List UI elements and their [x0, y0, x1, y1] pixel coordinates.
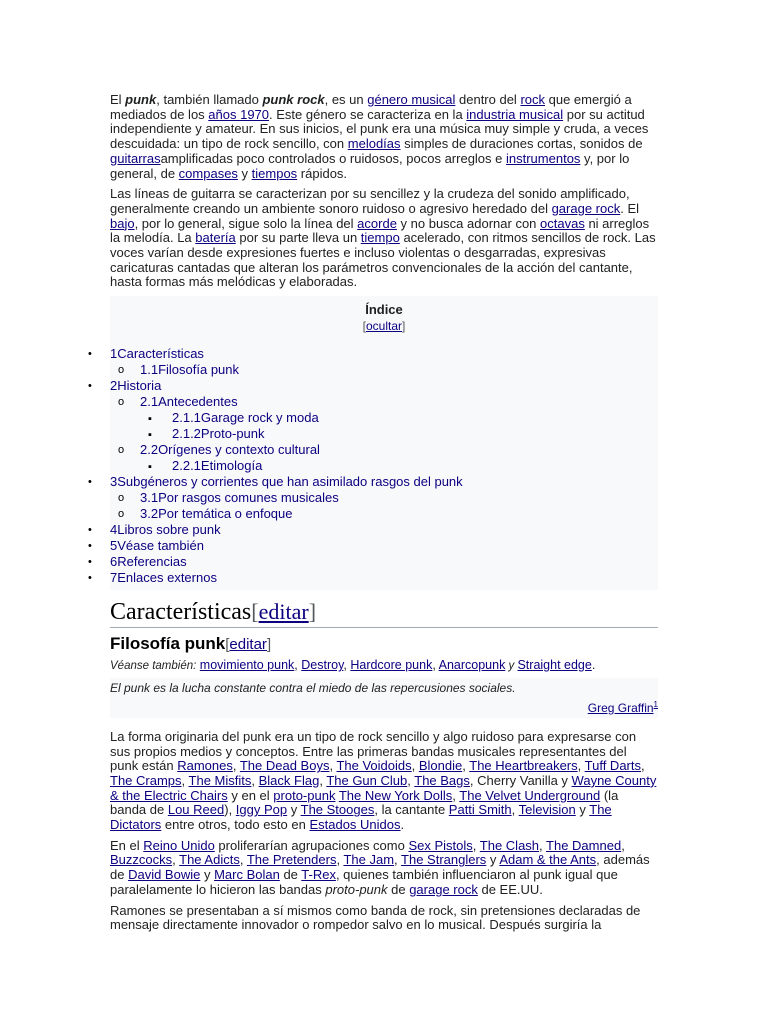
term-punk: punk [125, 92, 157, 107]
link-instrumentos[interactable]: instrumentos [506, 150, 581, 166]
toc-item-label[interactable]: 2.2Orígenes y contexto cultural [140, 442, 320, 458]
link-bateria[interactable]: batería [195, 230, 236, 246]
edit-link-caracteristicas[interactable]: editar [258, 599, 309, 625]
edit-section: [editar] [251, 599, 317, 625]
link-garage-rock-2[interactable]: garage rock [409, 881, 478, 897]
heading-filosofia-punk: Filosofía punk[editar] [110, 634, 272, 654]
link-industria-musical[interactable]: industria musical [466, 106, 564, 122]
paragraph-bandas-eeuu: La forma originaria del punk era un tipo de rock sencillo y algo ruidoso para expresarse con sus propios medios y conceptos. Entre las primeras bandas musicales representantes del punk están Ramones, The Dead Boys, The Voidoids, Blondie, The Heartbreakers, Tuff Darts, The Cramps, The Misfits, Black Flag, The Gun Club, The Bags, Cherry Vanilla y Wayne County & the Electric Chairs y en el proto-punk The New York Dolls, The Velvet Underground (la banda de Lou Reed), Iggy Pop y The Stooges, la cantante Patti Smith, Television y The Dictators entre otros, todo esto en Estados Unidos. [110, 728, 657, 833]
link-the-stranglers[interactable]: The Stranglers [401, 852, 487, 868]
toc-item[interactable] [88, 522, 658, 538]
toc-bullet: • [88, 556, 92, 569]
toc-item[interactable] [88, 378, 658, 394]
toc-bullet: • [88, 524, 92, 537]
link-adam-and-the-ants[interactable]: Adam & the Ants [499, 852, 597, 868]
link-lou-reed[interactable]: Lou Reed [167, 802, 225, 818]
link-melodias[interactable]: melodías [347, 136, 401, 152]
link-the-adicts[interactable]: The Adicts [179, 852, 240, 868]
link-reino-unido[interactable]: Reino Unido [143, 837, 215, 853]
toc-bullet: • [88, 540, 92, 553]
toc-item[interactable] [88, 570, 658, 586]
quote-box [110, 678, 658, 718]
toc-item-label[interactable]: 3Subgéneros y corrientes que han asimilado rasgos del punk [110, 474, 463, 490]
link-television[interactable]: Television [518, 802, 576, 818]
see-also-movimiento-punk[interactable]: movimiento punk [199, 658, 295, 673]
toc-title: Índice [365, 302, 403, 318]
toc-bullet: • [88, 380, 92, 393]
link-compases[interactable]: compases [178, 165, 238, 181]
heading-caracteristicas: Características[editar] [110, 598, 658, 628]
link-guitarras[interactable]: guitarras [110, 150, 161, 166]
toc-item-label[interactable]: 4Libros sobre punk [110, 522, 221, 538]
toc-item[interactable] [110, 426, 658, 442]
toc-item[interactable] [88, 554, 658, 570]
toc-item-label[interactable]: 6Referencias [110, 554, 187, 570]
toc-item[interactable] [110, 506, 658, 522]
link-the-misfits[interactable]: The Misfits [188, 772, 252, 788]
edit-section: [editar] [225, 636, 272, 654]
paragraph-ramones: Ramones se presentaban a sí mismos como banda de rock, sin pretensiones declaradas de mensaje directamente innovador o rompedor salvo en lo musical. Después surgiría la [110, 902, 641, 933]
quote-text: El punk es la lucha constante contra el miedo de las repercusiones sociales. [110, 680, 516, 695]
toc-bullet: • [88, 572, 92, 585]
intro-paragraph-1: El punk, también llamado punk rock, es un género musical dentro del rock que emergió a mediados de los años 1970. Este género se caracteriza en la industria musical por su actitud independiente y amateur. En sus inicios, el punk era una música muy simple y cruda, a veces descuidada: un tipo de rock sencillo, con melodías simples de duraciones cortas, sonidos de guitarrasamplificadas poco controlados o ruidosos, pocos arreglos e instrumentos y, por lo general, de compases y tiempos rápidos. [110, 92, 649, 181]
toc-bullet: ▪ [148, 413, 152, 426]
link-the-dead-boys[interactable]: The Dead Boys [239, 758, 330, 774]
toc-item-label[interactable]: 2.2.1Etimología [172, 458, 263, 474]
link-acorde[interactable]: acorde [357, 215, 397, 231]
toc-item[interactable] [110, 490, 658, 506]
toc-item[interactable] [110, 394, 658, 410]
link-iggy-pop[interactable]: Iggy Pop [235, 802, 288, 818]
toc-bullet: o [118, 364, 125, 377]
toc-bullet: o [118, 508, 125, 521]
toc-item[interactable] [88, 538, 658, 554]
link-estados-unidos[interactable]: Estados Unidos [309, 817, 401, 833]
toc-item-label[interactable]: 2.1Antecedentes [140, 394, 238, 410]
link-sex-pistols[interactable]: Sex Pistols [408, 837, 473, 853]
link-blondie[interactable]: Blondie [418, 758, 463, 774]
toc-item-label[interactable]: 7Enlaces externos [110, 570, 217, 586]
toc-item[interactable] [110, 362, 658, 378]
toc-item-label[interactable]: 3.1Por rasgos comunes musicales [140, 490, 339, 506]
toc-item-label[interactable]: 3.2Por temática o enfoque [140, 506, 293, 522]
toc-list [88, 346, 658, 586]
toc-bullet: o [118, 396, 125, 409]
article-body [88, 92, 658, 939]
see-also-anarcopunk[interactable]: Anarcopunk [438, 658, 506, 673]
link-genero-musical[interactable]: género musical [367, 92, 456, 107]
link-the-clash[interactable]: The Clash [479, 837, 540, 853]
link-the-pretenders[interactable]: The Pretenders [246, 852, 337, 868]
link-the-gun-club[interactable]: The Gun Club [326, 772, 408, 788]
link-anos-1970[interactable]: años 1970 [208, 106, 270, 122]
toc-item-label[interactable]: 1.1Filosofía punk [140, 362, 240, 378]
link-t-rex[interactable]: T-Rex [301, 867, 336, 883]
link-the-dictators[interactable]: The Dictators [110, 802, 612, 833]
link-marc-bolan[interactable]: Marc Bolan [214, 867, 280, 883]
toc-bullet: ▪ [148, 429, 152, 442]
toc-hide-link[interactable]: ocultar [365, 319, 403, 334]
reference-1[interactable]: 1 [653, 699, 658, 709]
toc-bullet: o [118, 492, 125, 505]
toc-item-label[interactable]: 2.1.1Garage rock y moda [172, 410, 319, 426]
link-tiempos[interactable]: tiempos [251, 165, 298, 181]
term-punk-rock: punk rock [262, 92, 325, 107]
toc-item-label[interactable]: 1Características [110, 346, 204, 362]
link-the-cramps[interactable]: The Cramps [110, 772, 182, 788]
link-garage-rock[interactable]: garage rock [551, 200, 621, 216]
link-rock[interactable]: rock [520, 92, 545, 107]
link-the-stooges[interactable]: The Stooges [300, 802, 375, 818]
toc-item-label[interactable]: 2.1.2Proto-punk [172, 426, 265, 442]
toc-item[interactable] [110, 442, 658, 458]
link-the-bags[interactable]: The Bags [414, 772, 470, 788]
toc-item-label[interactable]: 5Véase también [110, 538, 204, 554]
link-wayne-county[interactable]: Wayne County & the Electric Chairs [110, 772, 657, 803]
paragraph-bandas-reino-unido: En el Reino Unido proliferarían agrupaciones como Sex Pistols, The Clash, The Damned, Buzzcocks, The Adicts, The Pretenders, The Jam, The Stranglers y Adam & the Ants, además de David Bowie y Marc Bolan de T-Rex, quienes también influenciaron al punk igual que paralelamente lo hicieron las bandas proto-punk de garage rock de EE.UU. [110, 837, 650, 897]
quote-author [110, 700, 658, 716]
link-bajo[interactable]: bajo [110, 215, 135, 231]
link-buzzcocks[interactable]: Buzzcocks [110, 852, 173, 868]
link-velvet-underground[interactable]: The Velvet Underground [459, 787, 601, 803]
toc-item[interactable] [88, 474, 658, 490]
see-also-hardcore-punk[interactable]: Hardcore punk [350, 658, 433, 673]
see-also-note: Véanse también: movimiento punk, Destroy, Hardcore punk, Anarcopunk y Straight edge. [110, 658, 596, 673]
link-proto-punk[interactable]: proto-punk [273, 787, 336, 803]
toc-bullet: • [88, 348, 92, 361]
edit-link-filosofia[interactable]: editar [229, 636, 267, 654]
link-octavas[interactable]: octavas [540, 215, 585, 231]
toc-item[interactable] [110, 458, 658, 474]
link-david-bowie[interactable]: David Bowie [128, 867, 201, 883]
toc-bullet: • [88, 476, 92, 489]
see-also-straight-edge[interactable]: Straight edge [517, 658, 592, 673]
toc-bullet: o [118, 444, 125, 457]
link-the-voidoids[interactable]: The Voidoids [336, 758, 412, 774]
toc-item-label[interactable]: 2Historia [110, 378, 162, 394]
link-greg-graffin[interactable]: Greg Graffin [587, 700, 654, 715]
intro-paragraph-2: Las líneas de guitarra se caracterizan por su sencillez y la crudeza del sonido amplificado, generalmente creando un ambiente sonoro ruidoso o agresivo heredado del garage rock. El bajo, por lo general, sigue solo la línea del acorde y no busca adornar con octavas ni arreglos la melodía. La batería por su parte lleva un tiempo acelerado, con ritmos sencillos de rock. Las voces varían desde expresiones fuertes e incluso violentas o desgarradas, expresivas caricaturas cantadas que alteran los parámetros convencionales de la acción del cantante, hasta formas más melódicas y elaboradas. [110, 186, 656, 290]
table-of-contents [88, 296, 658, 590]
link-the-heartbreakers[interactable]: The Heartbreakers [469, 758, 578, 774]
link-the-jam[interactable]: The Jam [343, 852, 395, 868]
see-also-destroy[interactable]: Destroy [301, 658, 344, 673]
link-ramones[interactable]: Ramones [177, 758, 233, 774]
link-patti-smith[interactable]: Patti Smith [448, 802, 512, 818]
toc-item[interactable] [110, 410, 658, 426]
link-tiempo[interactable]: tiempo [360, 230, 400, 246]
link-tuff-darts[interactable]: Tuff Darts [584, 758, 641, 774]
toc-toggle: [ocultar] [362, 319, 406, 334]
link-new-york-dolls[interactable]: The New York Dolls [338, 787, 453, 803]
toc-bullet: ▪ [148, 461, 152, 474]
link-black-flag[interactable]: Black Flag [258, 772, 320, 788]
link-the-damned[interactable]: The Damned [546, 837, 622, 853]
toc-item[interactable] [88, 346, 658, 362]
